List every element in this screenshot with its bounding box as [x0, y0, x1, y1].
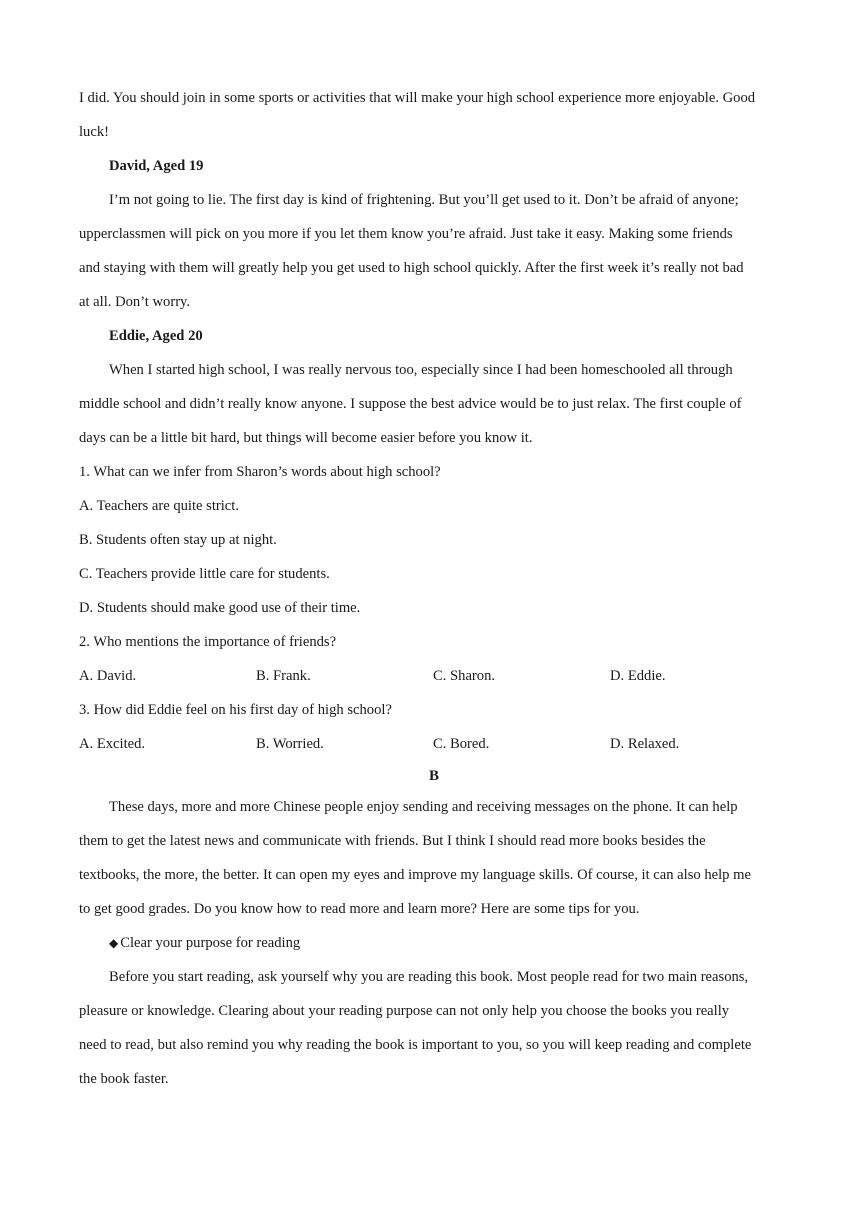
paragraph-line: When I started high school, I was really nervous too, especially since I had been homeschooled all through [109, 362, 733, 378]
question-2: 2. Who mentions the importance of friends? [79, 634, 337, 650]
paragraph-line: textbooks, the more, the better. It can open my eyes and improve my language skills. Of course, it can also help me [79, 867, 751, 883]
tip-heading [109, 933, 300, 953]
speaker-heading-eddie: Eddie, Aged 20 [109, 328, 203, 344]
question-2-option-c: C. Sharon. [433, 668, 496, 684]
paragraph-line: to get good grades. Do you know how to read more and learn more? Here are some tips for you. [79, 901, 640, 917]
question-2-option-a: A. David. [79, 668, 137, 684]
paragraph-line: pleasure or knowledge. Clearing about your reading purpose can not only help you choose the books you really [79, 1003, 730, 1019]
paragraph-line: upperclassmen will pick on you more if you let them know you’re afraid. Just take it easy. Making some friends [79, 226, 733, 242]
paragraph-line: middle school and didn’t really know anyone. I suppose the best advice would be to just relax. The first couple of [79, 396, 742, 412]
question-1-option-d: D. Students should make good use of their time. [79, 600, 361, 616]
question-3: 3. How did Eddie feel on his first day of high school? [79, 702, 392, 718]
question-1: 1. What can we infer from Sharon’s words about high school? [79, 464, 441, 480]
question-3-option-c: C. Bored. [433, 736, 490, 752]
speaker-heading-david: David, Aged 19 [109, 158, 204, 174]
section-heading-b: B [428, 768, 439, 784]
paragraph-line: at all. Don’t worry. [79, 294, 191, 310]
paragraph-line: luck! [79, 124, 109, 140]
tip-title: Clear your purpose for reading [120, 935, 301, 951]
paragraph-line: and staying with them will greatly help you get used to high school quickly. After the first week it’s really not bad [79, 260, 744, 276]
question-3-option-a: A. Excited. [79, 736, 146, 752]
paragraph-line: These days, more and more Chinese people enjoy sending and receiving messages on the phone. It can help [109, 799, 738, 815]
diamond-bullet-icon: ◆ [109, 936, 119, 950]
paragraph-line: the book faster. [79, 1071, 169, 1087]
question-1-option-c: C. Teachers provide little care for students. [79, 566, 330, 582]
paragraph-line: I’m not going to lie. The first day is kind of frightening. But you’ll get used to it. Don’t be afraid of anyone; [109, 192, 739, 208]
paragraph-line: them to get the latest news and communicate with friends. But I think I should read more books besides the [79, 833, 706, 849]
paragraph-line: need to read, but also remind you why reading the book is important to you, so you will keep reading and complete [79, 1037, 752, 1053]
paragraph-line: I did. You should join in some sports or activities that will make your high school experience more enjoyable. Good [79, 90, 756, 106]
question-1-option-a: A. Teachers are quite strict. [79, 498, 239, 514]
question-3-option-b: B. Worried. [256, 736, 324, 752]
question-2-option-d: D. Eddie. [610, 668, 666, 684]
question-1-option-b: B. Students often stay up at night. [79, 532, 277, 548]
question-3-option-d: D. Relaxed. [610, 736, 680, 752]
question-2-option-b: B. Frank. [256, 668, 311, 684]
paragraph-line: Before you start reading, ask yourself why you are reading this book. Most people read for two main reasons, [109, 969, 749, 985]
paragraph-line: days can be a little bit hard, but things will become easier before you know it. [79, 430, 533, 446]
